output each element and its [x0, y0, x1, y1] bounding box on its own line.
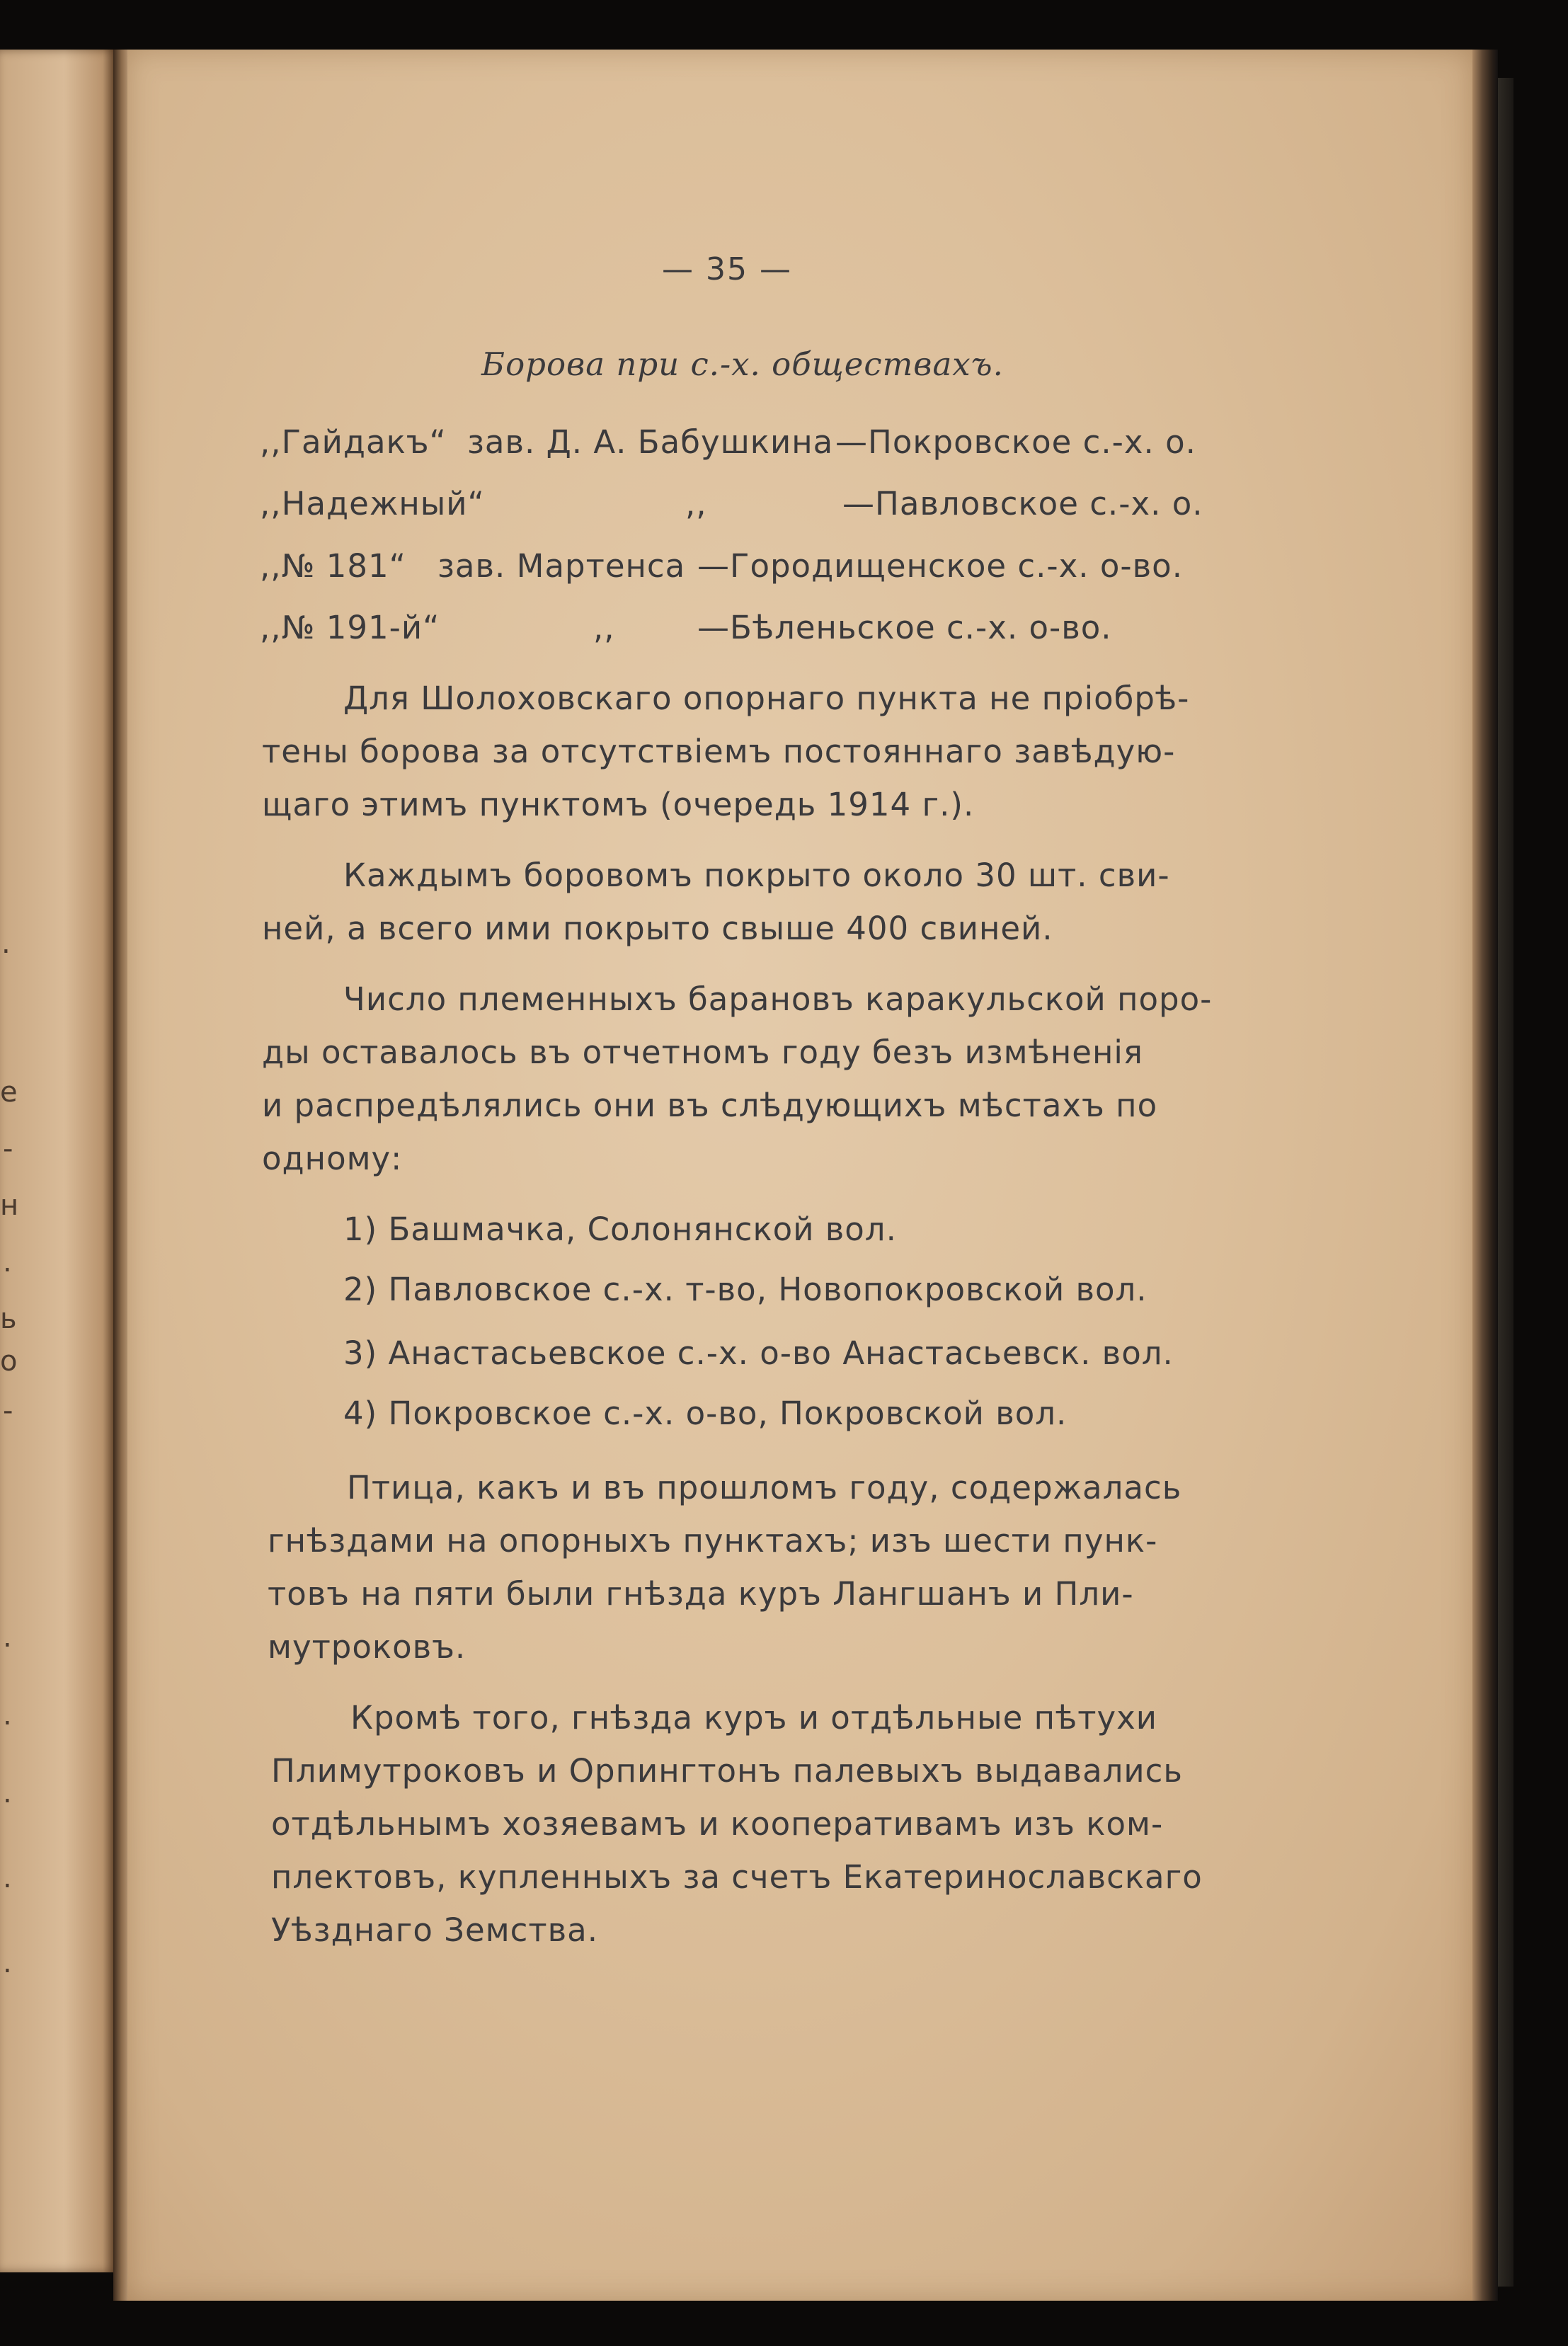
boar-name: ,,№ 181“ [260, 547, 406, 585]
boar-name: ,,Надежный“ [260, 485, 485, 522]
facing-page-mark: - [3, 1133, 13, 1165]
boar-breeder: ,, [685, 485, 707, 522]
paragraph-line: ды оставалось въ отчетномъ году безъ измѣненія [262, 1034, 1143, 1071]
facing-page-mark: e [0, 1076, 18, 1109]
paragraph-line: гнѣздами на опорныхъ пунктахъ; изъ шести пунк- [268, 1522, 1158, 1560]
facing-page-mark: о [0, 1345, 18, 1378]
paragraph-line: одному: [262, 1140, 403, 1177]
facing-page-mark: н [0, 1189, 19, 1222]
boar-society: —Городищенское с.-х. о-во. [697, 547, 1184, 585]
list-item: 2) Павловское с.-х. т-во, Новопокровской вол. [343, 1271, 1148, 1308]
paragraph-line: и распредѣлялись они въ слѣдующихъ мѣстахъ по [262, 1087, 1158, 1124]
paragraph-line: мутроковъ. [268, 1628, 467, 1666]
paragraph-line: Птица, какъ и въ прошломъ году, содержалась [347, 1469, 1182, 1506]
boar-breeder: ,, [593, 609, 615, 646]
paragraph-line: отдѣльнымъ хозяевамъ и кооперативамъ изъ ком- [271, 1805, 1164, 1843]
paragraph-line: плектовъ, купленныхъ за счетъ Екатеринославскаго [271, 1858, 1203, 1896]
paragraph-line: Плимутроковъ и Орпингтонъ палевыхъ выдавались [271, 1752, 1183, 1790]
section-heading: Борова при с.-х. обществахъ. [481, 345, 1004, 383]
paragraph-line: щаго этимъ пунктомъ (очередь 1914 г.). [262, 786, 975, 823]
boar-breeder: зав. Мартенса [437, 547, 686, 585]
facing-page-mark: - [3, 1395, 13, 1427]
boar-society: —Покровское с.-х. о. [835, 423, 1196, 461]
facing-page-mark: . [3, 1862, 12, 1894]
page-number: — 35 — [662, 251, 792, 287]
paragraph-line: Число племенныхъ барановъ каракульской поро- [343, 980, 1213, 1018]
boar-name: ,,№ 191-й“ [260, 609, 440, 646]
paragraph-line: тены борова за отсутствіемъ постояннаго завѣдую- [262, 733, 1176, 770]
list-item: 4) Покровское с.-х. о-во, Покровской вол. [343, 1395, 1068, 1432]
list-item: 3) Анастасьевское с.-х. о-во Анастасьевск. вол. [343, 1334, 1174, 1372]
paragraph-line: Для Шолоховскаго опорнаго пункта не пріобрѣ- [343, 680, 1190, 717]
paragraph-line: Уѣзднаго Земства. [271, 1911, 599, 1949]
facing-page-mark: . [3, 1621, 12, 1654]
facing-page-mark: . [1, 927, 11, 960]
paragraph-line: Каждымъ боровомъ покрыто около 30 шт. сви- [343, 857, 1170, 894]
facing-page-mark: ь [0, 1303, 17, 1335]
boar-breeder: зав. Д. А. Бабушкина [467, 423, 834, 461]
facing-page-mark: . [3, 1699, 12, 1732]
boar-name: ,,Гайдакъ“ [260, 423, 447, 461]
paragraph-line: ней, а всего ими покрыто свыше 400 свиней. [262, 910, 1053, 947]
cover-edge [1498, 78, 1513, 2287]
boar-society: —Бѣленьское с.-х. о-во. [697, 609, 1112, 646]
paragraph-line: Кромѣ того, гнѣзда куръ и отдѣльные пѣтухи [350, 1699, 1157, 1736]
facing-page-mark: . [3, 1947, 12, 1979]
facing-page [0, 50, 117, 2272]
paragraph-line: товъ на пяти были гнѣзда куръ Лангшанъ и Пли- [268, 1575, 1134, 1613]
facing-page-mark: . [3, 1777, 12, 1809]
facing-page-mark: . [3, 1246, 12, 1278]
list-item: 1) Башмачка, Солонянской вол. [343, 1211, 897, 1248]
boar-society: —Павловское с.-х. о. [842, 485, 1203, 522]
page-edge [1472, 50, 1498, 2301]
